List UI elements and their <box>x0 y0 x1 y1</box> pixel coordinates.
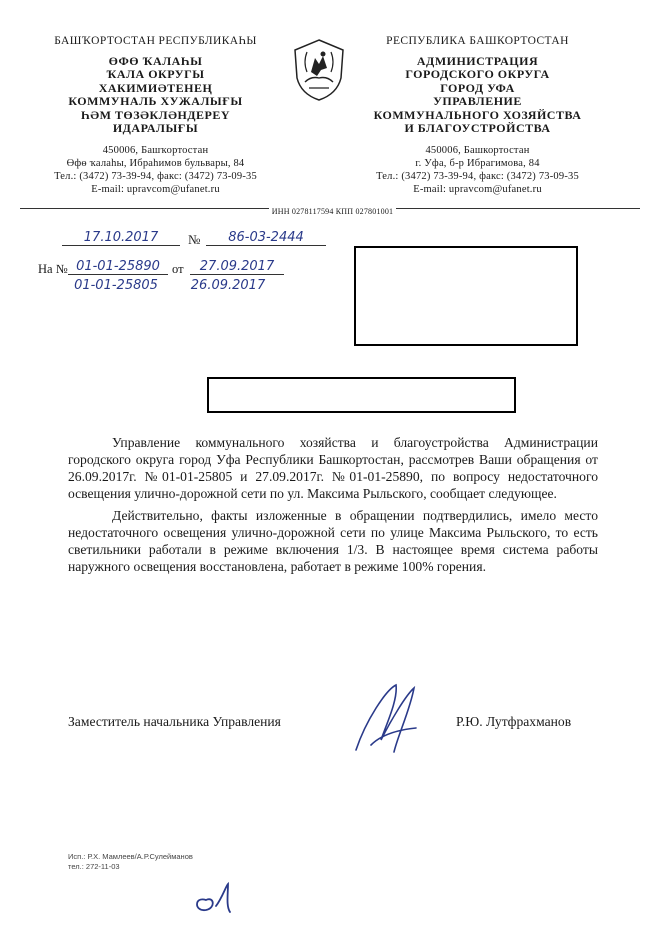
header-left <box>28 34 283 196</box>
handwritten-signature <box>336 680 431 760</box>
outgoing-number: 86-03-2444 <box>206 230 326 246</box>
letter-body <box>68 434 598 580</box>
signatory-role: Заместитель начальника Управления <box>68 714 281 729</box>
reference-date-2: 26.09.2017 <box>190 278 266 293</box>
body-paragraph: Действительно, факты изложенные в обращении подтвердились, имело место недостаточного освещения улично-дорожной сети по улице Максима Рыльского, то есть светильники работали в режиме включения 1/3. В настоящее время система работы наружного освещения восстановлена, работает в режиме 100% горения. <box>68 508 598 574</box>
executor-phone: тел.: 272-11-03 <box>68 862 120 871</box>
reference-number-2: 01-01-25805 <box>74 278 158 293</box>
header-right-phone: Тел.: (3472) 73-39-94, факс: (3472) 73-09-35 <box>376 170 579 182</box>
header-right-address-1: 450006, Башкортостан <box>425 144 530 156</box>
inn-kpp-text: ИНН 0278117594 КПП 027801001 <box>269 207 397 216</box>
reference-from: от <box>172 262 184 276</box>
signatory-name: Р.Ю. Лутфрахманов <box>456 714 572 729</box>
header-left-title-5: ҺӘМ ТӨЗӘКЛӘНДЕРЕҮ <box>80 107 231 122</box>
header-right-address-2: г. Уфа, б-р Ибрагимова, 84 <box>415 157 540 169</box>
header-left-republic: БАШҠОРТОСТАН РЕСПУБЛИКАҺЫ <box>54 35 257 47</box>
header-left-title-2: ҠАЛА ОКРУГЫ <box>106 67 205 81</box>
header-right-title-2: ГОРОДСКОГО ОКРУГА <box>405 67 550 81</box>
reference-date-1: 27.09.2017 <box>190 259 284 275</box>
header-right-title-1: АДМИНИСТРАЦИЯ <box>416 53 539 68</box>
header-left-title-6: ИДАРАЛЫҒЫ <box>112 121 199 135</box>
executor-info <box>68 852 193 872</box>
redacted-addressee-block <box>354 246 578 346</box>
header-right-title-3: ГОРОД УФА <box>440 80 515 95</box>
outgoing-date: 17.10.2017 <box>62 230 180 246</box>
header-left-address-2: Өфө ҡалаһы, Ибраһимов бульвары, 84 <box>66 157 245 169</box>
header-left-address-1: 450006, Башҡортостан <box>102 144 209 156</box>
reference-prefix: На № <box>38 262 68 276</box>
coat-of-arms-emblem <box>291 38 347 102</box>
inn-kpp <box>0 207 665 216</box>
outgoing-number-prefix: № <box>188 232 201 247</box>
header-right-title-5: КОММУНАЛЬНОГО ХОЗЯЙСТВА <box>373 107 582 122</box>
handwritten-mark <box>186 878 246 918</box>
reference-number-1: 01-01-25890 <box>68 259 168 275</box>
header-right-email: E-mail: upravcom@ufanet.ru <box>413 183 542 195</box>
header-left-title-1: ӨФӨ ҠАЛАҺЫ <box>108 53 203 68</box>
header-left-title-4: КОММУНАЛЬ ХУЖАЛЫҒЫ <box>68 94 243 108</box>
header-right-republic: РЕСПУБЛИКА БАШКОРТОСТАН <box>386 35 569 47</box>
redacted-salutation <box>207 377 516 413</box>
header-right-title-4: УПРАВЛЕНИЕ <box>433 94 522 108</box>
executor-names: Исп.: Р.Х. Мамлеев/А.Р.Сулейманов <box>68 852 193 861</box>
header-right-title-6: И БЛАГОУСТРОЙСТВА <box>404 121 551 135</box>
header-left-phone: Тел.: (3472) 73-39-94, факс: (3472) 73-09-35 <box>54 170 257 182</box>
header-left-title-3: ХАКИМИӘТЕНЕҢ <box>98 80 213 95</box>
body-paragraph: Управление коммунального хозяйства и благоустройства Администрации городского округа город Уфа Республики Башкортостан, рассмотрев Ваши обращения от 26.09.2017г. №01-01-25805 и 27.09.2017г. №01-01-25890, по вопросу недостаточного освещения улично-дорожной сети по ул. Максима Рыльского, сообщает следующее. <box>68 435 598 501</box>
header-left-email: E-mail: upravcom@ufanet.ru <box>91 183 220 195</box>
header-right <box>355 34 600 196</box>
